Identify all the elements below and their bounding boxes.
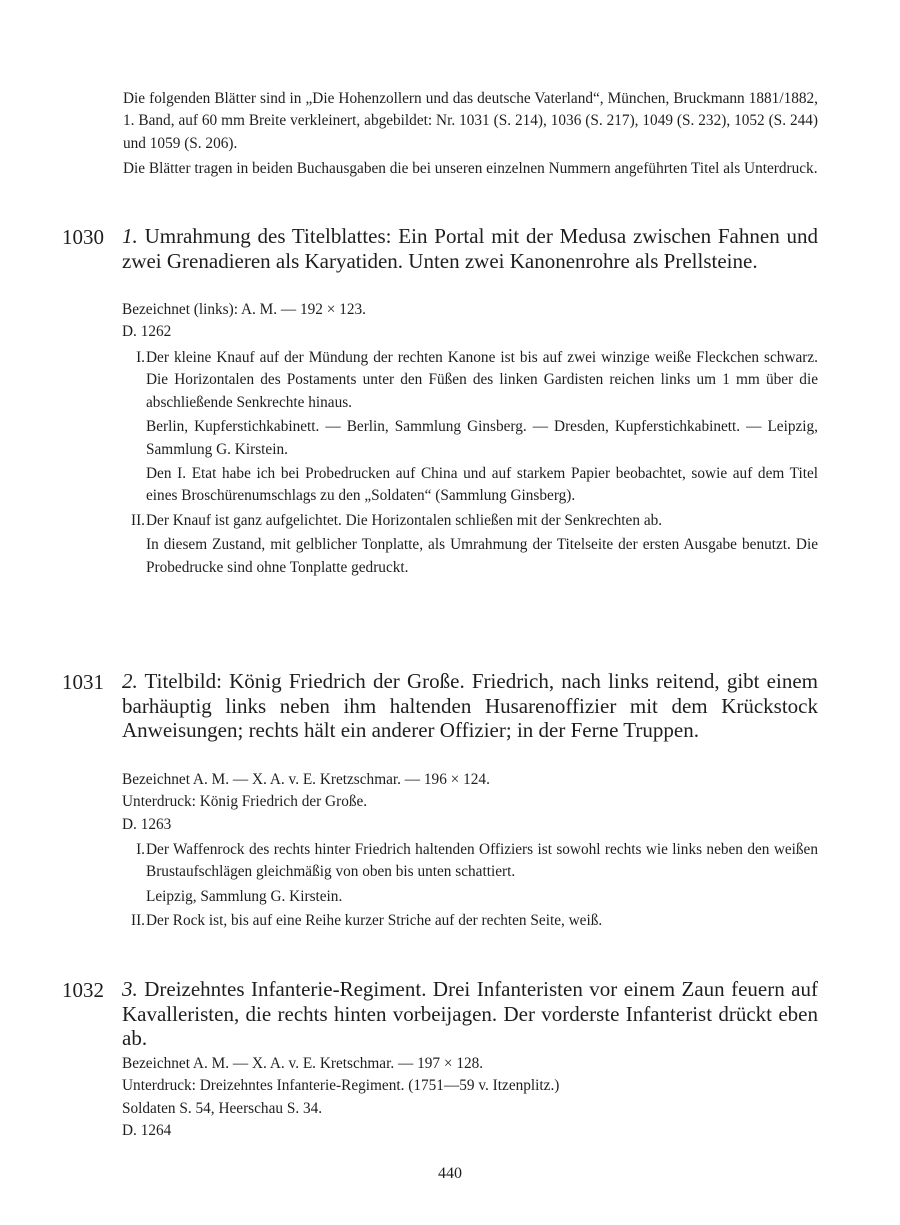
state-label: I. — [136, 841, 145, 858]
reference-line: D. 1262 — [122, 323, 172, 341]
entry-number: 1032 — [62, 978, 104, 1002]
entry-ordinal: 2. — [122, 669, 138, 693]
state-II — [118, 910, 818, 932]
state-note: In diesem Zustand, mit gelblicher Tonplatte, als Umrahmung der Titelseite der ersten Ausgabe benutzt. Die Probedrucke sind ohne Tonplatte gedruckt. — [146, 536, 818, 576]
entry-number: 1031 — [62, 670, 104, 694]
intro-paragraph: Die folgenden Blätter sind in „Die Hohenzollern und das deutsche Vaterland“, München, Bruckmann 1881/1882, 1. Band, auf 60 mm Breite verkleinert, abgebildet: Nr. 1031 (S. 214), 1036 (S. 217), 1049 (S. 232), 1052 (S. 244) und 1059 (S. 206). — [123, 90, 818, 152]
intro-notes — [123, 88, 818, 184]
state-label: II. — [130, 511, 145, 529]
entry-states — [118, 839, 818, 935]
entry-meta — [122, 299, 818, 344]
state-note: Den I. Etat habe ich bei Probedrucken auf China und auf starkem Papier beobachtet, sowie auf dem Titel eines Broschürenumschlags zu den „Soldaten“ (Sammlung Ginsberg). — [146, 465, 818, 505]
state-label: I. — [136, 349, 145, 366]
entry-ordinal: 3. — [122, 977, 138, 1001]
state-II — [118, 510, 818, 579]
state-description: Der Rock ist, bis auf eine Reihe kurzer Striche auf der rechten Seite, weiß. — [146, 912, 603, 930]
state-collections: Leipzig, Sammlung G. Kirstein. — [146, 887, 343, 905]
intro-paragraph: Die Blätter tragen in beiden Buchausgaben die bei unseren einzelnen Nummern angeführten Titel als Unterdruck. — [123, 160, 818, 178]
entry-meta — [122, 1053, 818, 1142]
state-I — [118, 347, 818, 508]
underprint-line: Unterdruck: König Friedrich der Große. — [122, 793, 368, 811]
entry-title-text: Titelbild: König Friedrich der Große. Friedrich, nach links reitend, gibt einem barhäuptig links neben ihm haltenden Husarenoffizier mit dem Krückstock Anweisungen; rechts hält ein anderer Offizier; in der Ferne Truppen. — [122, 669, 818, 742]
publication-line: Soldaten S. 54, Heerschau S. 34. — [122, 1099, 323, 1117]
entry-ordinal: 1. — [122, 224, 138, 248]
state-label: II. — [130, 912, 145, 930]
entry-title-text: Umrahmung des Titelblattes: Ein Portal mit der Medusa zwischen Fahnen und zwei Grenadieren als Karyatiden. Unten zwei Kanonenrohre als Prellsteine. — [122, 224, 818, 273]
state-description: Der kleine Knauf auf der Mündung der rechten Kanone ist bis auf zwei winzige weiße Fleckchen schwarz. Die Horizontalen des Postaments unter den Füßen des linken Gardisten reichen links um 1 mm über die abschließende Senkrechte hinaus. — [146, 349, 818, 411]
entry-title — [122, 224, 818, 273]
entry-title — [122, 977, 818, 1051]
entry-number: 1030 — [62, 225, 104, 249]
designation-line: Bezeichnet (links): A. M. — 192 × 123. — [122, 301, 366, 318]
reference-line: D. 1264 — [122, 1121, 172, 1139]
underprint-line: Unterdruck: Dreizehntes Infanterie-Regiment. (1751—59 v. Itzenplitz.) — [122, 1077, 560, 1095]
designation-line: Bezeichnet A. M. — X. A. v. E. Kretschmar. — 197 × 128. — [122, 1055, 484, 1072]
designation-line: Bezeichnet A. M. — X. A. v. E. Kretzschmar. — 196 × 124. — [122, 771, 490, 788]
entry-title-text: Dreizehntes Infanterie-Regiment. Drei Infanteristen vor einem Zaun feuern auf Kavalleristen, die rechts hinten vorbeijagen. Der vorderste Infanterist drückt eben ab. — [122, 977, 819, 1050]
entry-states — [118, 347, 818, 581]
state-I — [118, 839, 818, 908]
state-collections: Berlin, Kupferstichkabinett. — Berlin, Sammlung Ginsberg. — Dresden, Kupferstichkabinett. — Leipzig, Sammlung G. Kirstein. — [146, 418, 818, 458]
entry-meta — [122, 769, 818, 836]
state-description: Der Waffenrock des rechts hinter Friedrich haltenden Offiziers ist sowohl rechts wie links neben den weißen Brustaufschlägen gleichmäßig von oben bis unten schattiert. — [146, 841, 818, 881]
state-description: Der Knauf ist ganz aufgelichtet. Die Horizontalen schließen mit der Senkrechten ab. — [146, 511, 663, 529]
reference-line: D. 1263 — [122, 815, 172, 833]
page-number: 440 — [438, 1165, 462, 1182]
entry-title — [122, 669, 818, 743]
